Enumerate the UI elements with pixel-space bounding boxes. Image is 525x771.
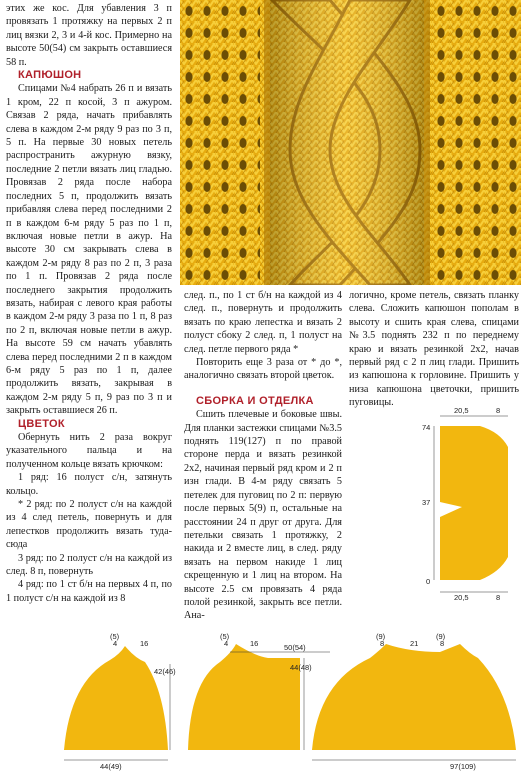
text-column-2 bbox=[184, 289, 342, 623]
sleeve-top-a-label: (5) bbox=[110, 632, 120, 641]
hood-top-left-label: 20,5 bbox=[454, 406, 469, 415]
flower-row-1: 1 ряд: 16 полуст с/н, затянуть кольцо. bbox=[6, 472, 172, 497]
hood-paragraph: Спицами №4 набрать 26 п и вязать 1 кром, 22 п косой, 3 п ажуром. Связав 2 ряда, начать прибавлять слева в каждом 2-м ряду 9 раз по 3 п, 5 п. На первые 30 новых петель распространить ажурную вязку, последние 2 петли вязать лиц гладью. Провязав 2 ряда после набора последних 5 п, продолжить вязать прибавляя слева перед последними 2 п в каждом 6-м ряду 5 раз по 1 п, включая новые петли в ажур. На высоте 30 см закрывать слева в каждом 2-м ряду 8 раз по 2 п, 3 раза по 1 п. Провязав 2 ряда после последнего закрытия продолжить вязать, набирая с левого края работы в каждом 2-м ряду 3 раза по 1 п, 8 раз по 2 п, включая новые петли в ажур. На высоте 59 см начать убавлять слева перед последними 2 п в каждом 6-м ряду 5 раз по 1 п, далее продолжить вязать, закрывая в каждом 2-м ряду 5 п, 9 раз по 3 п и закрыть оставшиеся 26 п. bbox=[6, 83, 172, 417]
knitting-photo bbox=[180, 0, 521, 285]
flower-intro: Обернуть нить 2 раза вокруг указательного пальца и на полученном кольце вязать крючком: bbox=[6, 432, 172, 470]
front-top-c-label: 16 bbox=[250, 639, 259, 648]
front-width-label: 50(54) bbox=[284, 643, 306, 652]
back-top-c-label: 21 bbox=[410, 639, 419, 648]
col2-paragraph-2: Повторить еще 3 раза от * до *, аналогично связать второй цветок. bbox=[184, 357, 342, 382]
sleeve-top-c-label: 16 bbox=[140, 639, 149, 648]
back-top-b-label: 8 bbox=[380, 639, 385, 648]
assembly-heading: СБОРКА И ОТДЕЛКА bbox=[196, 394, 314, 407]
front-top-a-label: (5) bbox=[220, 632, 230, 641]
front-top-b-label: 4 bbox=[224, 639, 229, 648]
sleeve-width-label: 44(49) bbox=[100, 762, 122, 771]
flower-heading: ЦВЕТОК bbox=[18, 417, 65, 430]
flower-row-2: * 2 ряд: по 2 полуст с/н на каждой из 4 след петель, повернуть и для лепестков продолжить вязать туда-сюда bbox=[6, 499, 172, 551]
text-column-3 bbox=[349, 289, 519, 410]
hood-height-label: 74 bbox=[422, 423, 431, 432]
back-top-d-label: (9) bbox=[436, 632, 446, 641]
hood-mid-label: 37 bbox=[422, 498, 431, 507]
front-height-label: 44(48) bbox=[290, 663, 312, 672]
hood-bottom-left-label: 20,5 bbox=[454, 593, 469, 602]
col2-paragraph-1: след. п., по 1 ст б/н на каждой из 4 след. п., повернуть и продолжить вязать по краю лепестка и вязать 2 полуст сбоку 2 след. п, 1 полуст на след. петле первого ряда * bbox=[184, 290, 342, 355]
flower-row-4: 4 ряд: по 1 ст б/н на первых 4 п, по 1 полуст с/н на каждой из 8 bbox=[6, 579, 172, 604]
back-top-e-label: 8 bbox=[440, 639, 445, 648]
col3-paragraph: логично, кроме петель, связать планку слева. Сложить капюшон пополам в высоту и сшить края слева, спицами №3.5 поднять 232 п по переднему краю и вязать резинкой 2х2, начав первый ряд с 2 п лиц глади. Пришить из капюшона к горловине. Пришить у низа капюшона цветочки, пришить пуговицы. bbox=[349, 290, 519, 409]
hood-pattern-diagram bbox=[420, 402, 520, 602]
sleeve-top-b-label: 4 bbox=[113, 639, 118, 648]
garment-pattern-diagrams bbox=[0, 632, 525, 771]
assembly-paragraph: Сшить плечевые и боковые швы. Для планки застежки спицами №3.5 поднять 119(127) п по правой стороне перда и вязать резинкой 2х2, начиная первый ряд кром и 2 п изн глади. В 4-м ряду связать 5 петелек для пуговиц по 2 п: первую после первых 5(9) п, остальные на расстоянии 24 п друг от друга. Для петельки связать 1 протяжку, 2 накида и 2 вместе лиц, в след. ряду вязать на первом накиде 1 лиц скрещенную и 1 лиц на втором. На высоте 2.5 см провязать 4 ряда полой резинкой, закрыть все петли. Ана- bbox=[184, 409, 342, 622]
intro-paragraph: этих же кос. Для убавления 3 п провязать 1 протяжку на первых 2 п лиц вязки 2, 3 и 4-й кос. Примерно на высоте 50(54) см закрыть оставшиеся 58 п. bbox=[6, 3, 172, 68]
back-width-label: 97(109) bbox=[450, 762, 476, 771]
sleeve-height-label: 42(46) bbox=[154, 667, 176, 676]
hood-zero-label: 0 bbox=[426, 577, 431, 586]
hood-top-right-label: 8 bbox=[496, 406, 501, 415]
text-column-1 bbox=[6, 2, 172, 605]
back-top-a-label: (9) bbox=[376, 632, 386, 641]
flower-row-3: 3 ряд: по 2 полуст с/н на каждой из след. 8 п, повернуть bbox=[6, 552, 172, 578]
hood-bottom-right-label: 8 bbox=[496, 593, 501, 602]
hood-heading: КАПЮШОН bbox=[18, 69, 82, 82]
